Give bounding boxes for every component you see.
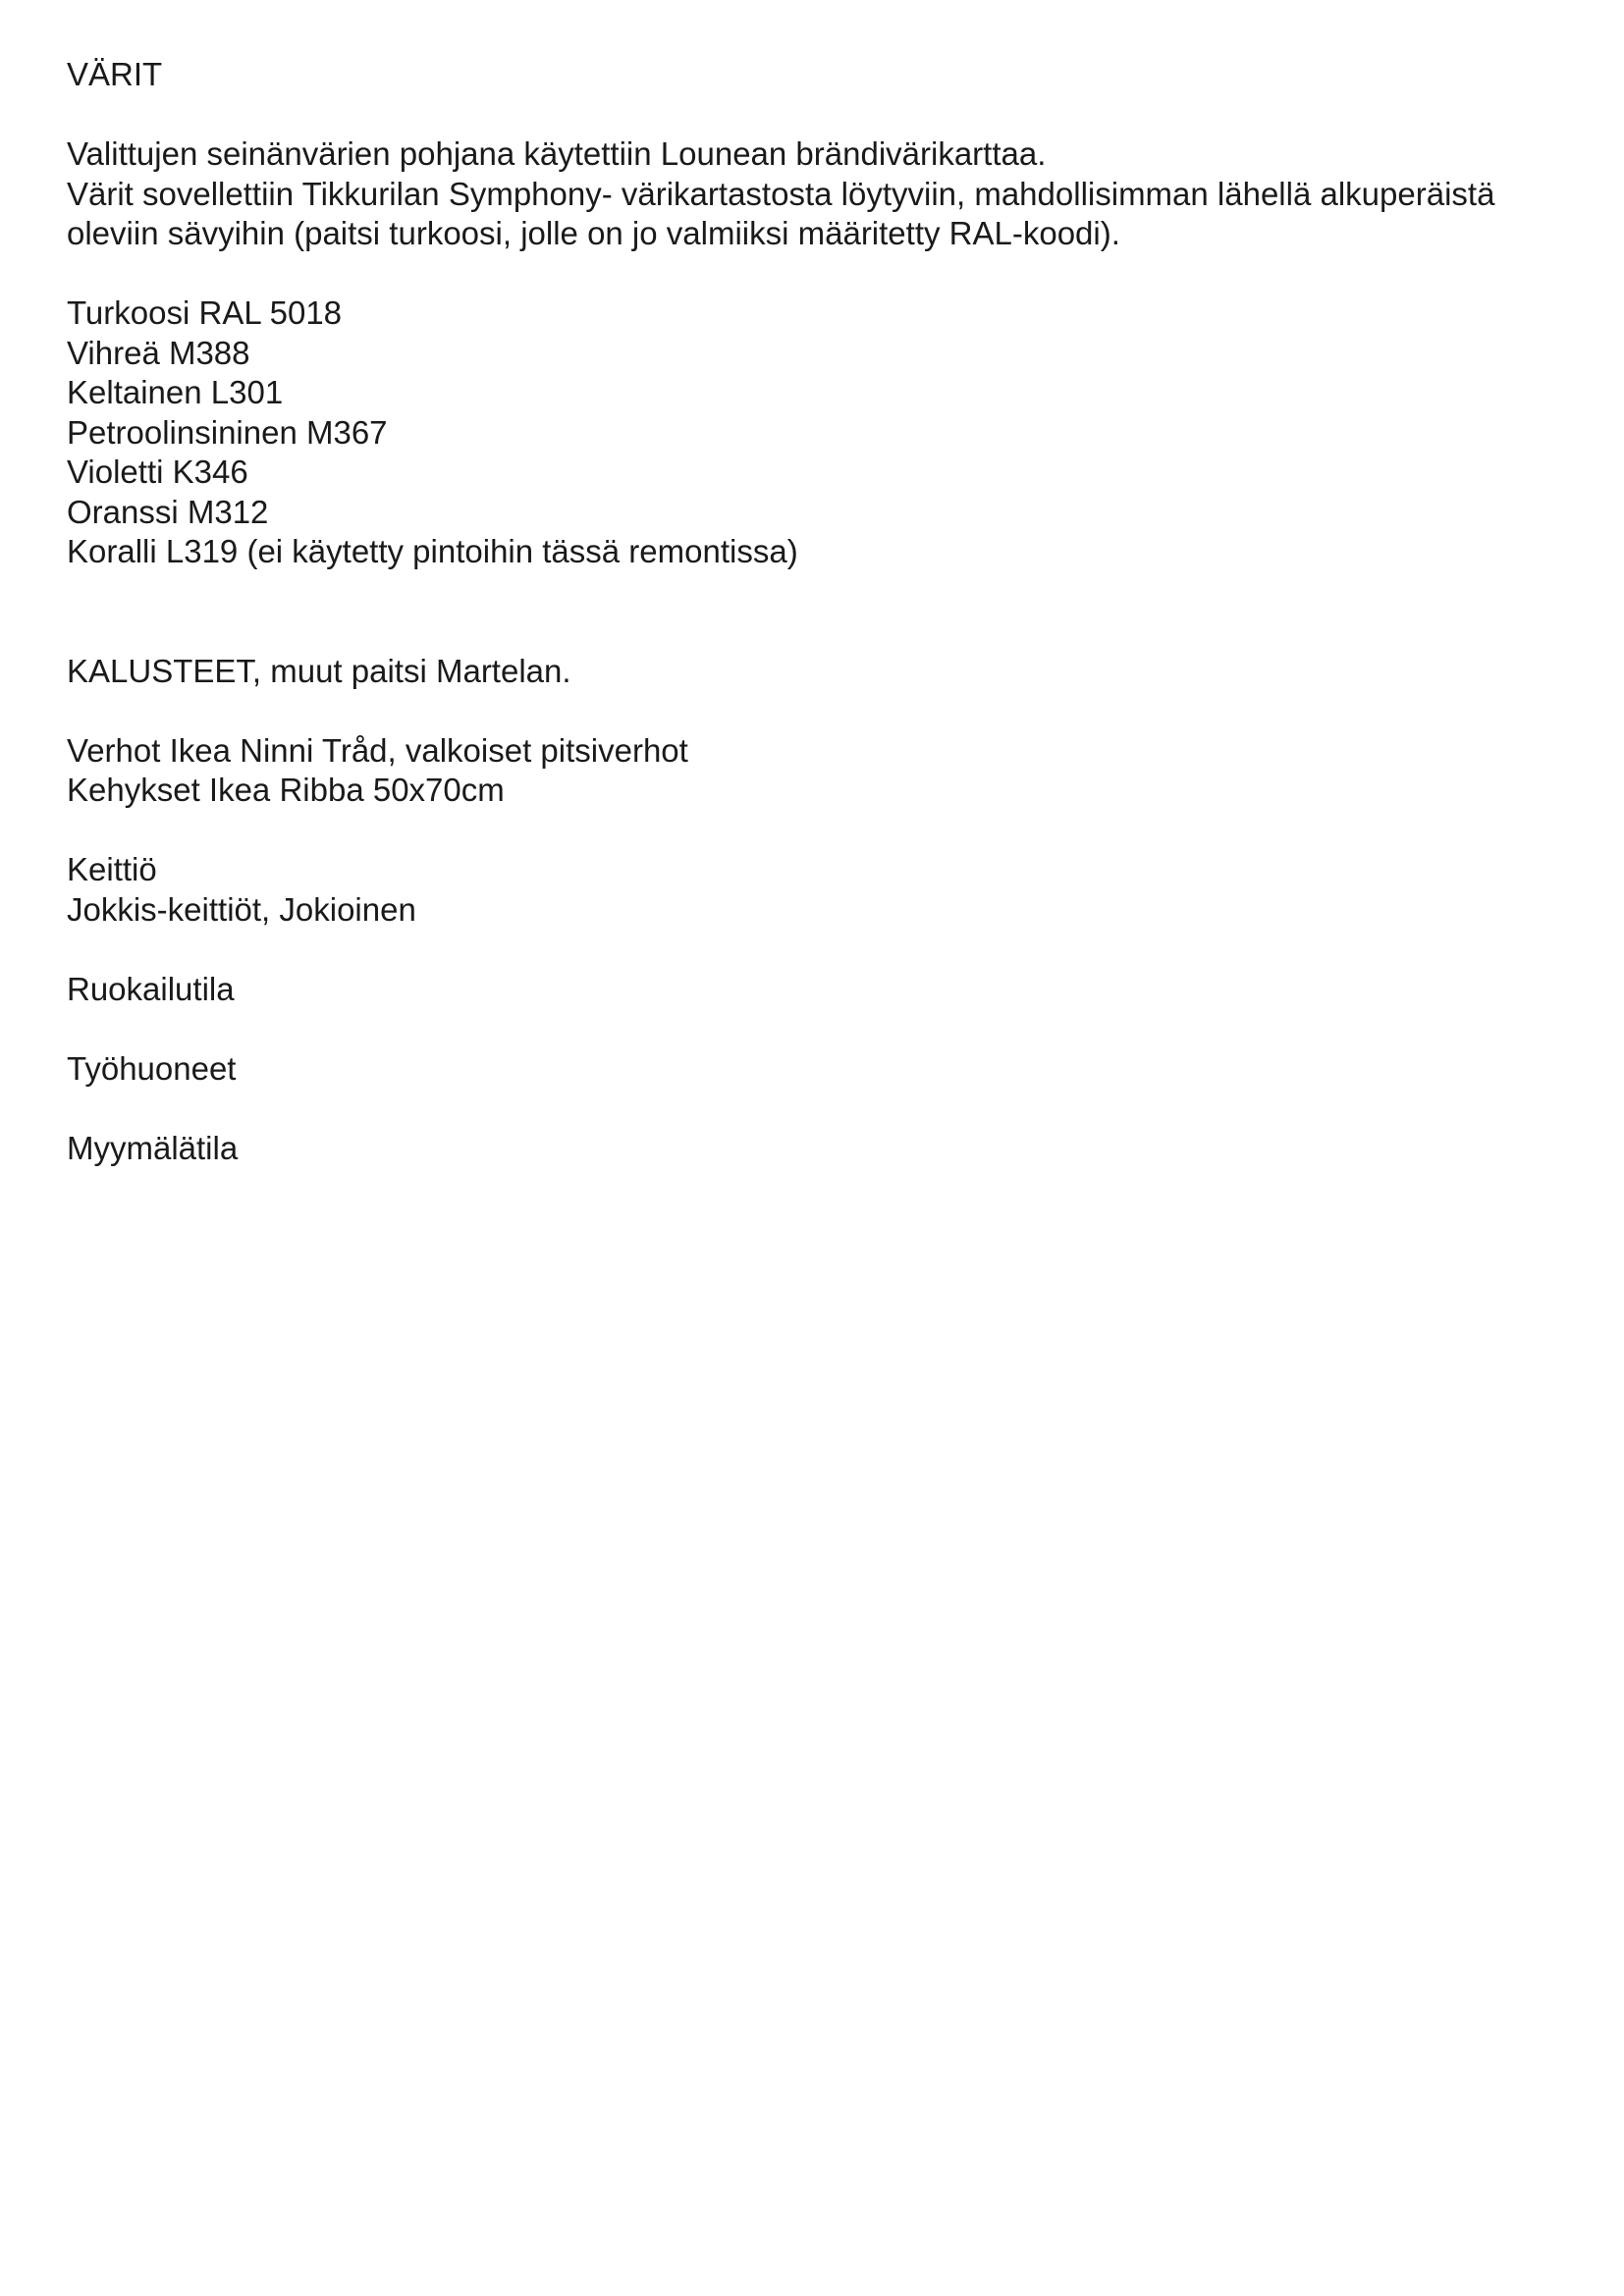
kitchen-title: Keittiö xyxy=(67,851,157,887)
spacer xyxy=(67,572,1559,652)
dining-title: Ruokailutila xyxy=(67,970,235,1007)
colors-heading: VÄRIT xyxy=(67,56,163,92)
spacer xyxy=(67,930,1559,970)
decor-item: Verhot Ikea Ninni Tråd, valkoiset pitsiverhot xyxy=(67,731,688,769)
spacer xyxy=(67,691,1559,731)
colors-intro-line: Värit sovellettiin Tikkurilan Symphony- värikartastosta löytyviin, mahdollisimman lähellä alkuperäistä xyxy=(67,175,1495,212)
offices-title: Työhuoneet xyxy=(67,1049,237,1087)
furniture-heading: KALUSTEET, muut paitsi Martelan. xyxy=(67,652,571,689)
color-item: Oranssi M312 xyxy=(67,493,269,530)
color-item: Turkoosi RAL 5018 xyxy=(67,294,343,331)
color-item: Violetti K346 xyxy=(67,454,248,490)
kitchen-detail: Jokkis-keittiöt, Jokioinen xyxy=(67,890,416,928)
spacer xyxy=(67,1009,1559,1049)
colors-intro-line: Valittujen seinänvärien pohjana käytettiin Lounean brändivärikarttaa. xyxy=(67,135,1047,172)
spacer xyxy=(67,1089,1559,1129)
colors-intro-line: oleviin sävyihin (paitsi turkoosi, jolle on jo valmiiksi määritetty RAL-koodi). xyxy=(67,215,1120,251)
spacer xyxy=(67,254,1559,294)
color-item: Koralli L319 (ei käytetty pintoihin tässä remontissa) xyxy=(67,533,798,569)
spacer xyxy=(67,95,1559,135)
color-item: Petroolinsininen M367 xyxy=(67,413,388,451)
spacer xyxy=(67,811,1559,851)
shop-title: Myymälätila xyxy=(67,1129,239,1166)
color-item: Keltainen L301 xyxy=(67,374,284,410)
document-page xyxy=(67,55,1559,1168)
decor-item: Kehykset Ikea Ribba 50x70cm xyxy=(67,772,505,808)
color-item: Vihreä M388 xyxy=(67,334,250,371)
